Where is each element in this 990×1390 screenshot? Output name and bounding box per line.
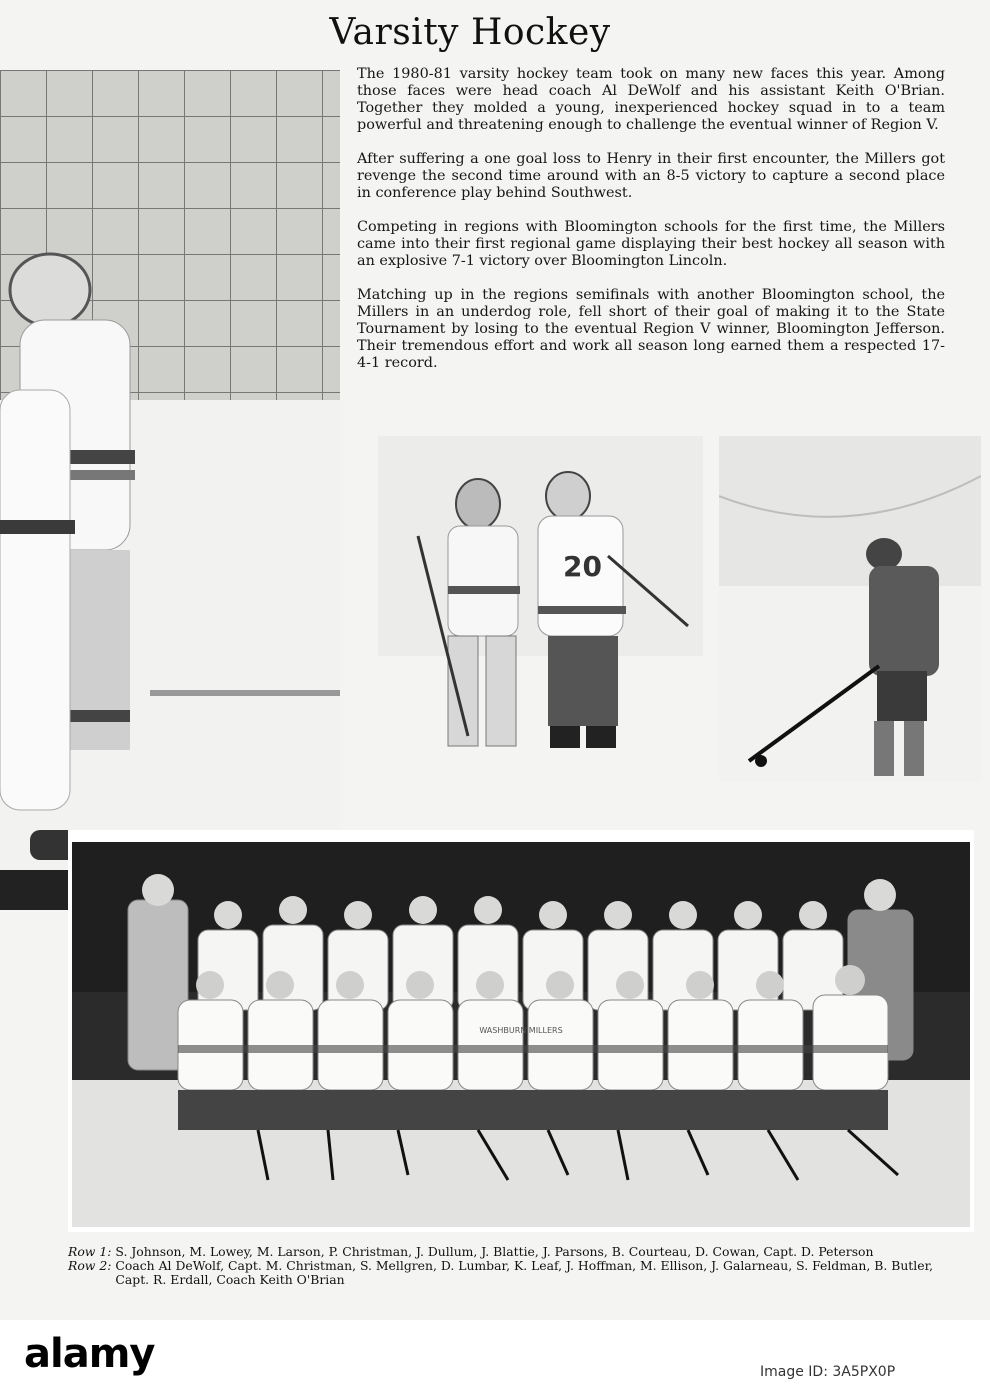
- caption-row-1: [68, 1245, 968, 1259]
- alamy-logo: alamy: [24, 1331, 155, 1377]
- image-id: Image ID: 3A5PX0P: [760, 1364, 896, 1380]
- article-paragraph-3: Competing in regions with Bloomington schools for the first time, the Millers came into their first regional game displaying their best hockey all season with an explosive 7-1 victory over Bloomington Lincoln.: [357, 219, 945, 269]
- caption-row-2: [68, 1259, 968, 1287]
- team-photo-jersey-lettering: WASHBURN MILLERS: [479, 1026, 563, 1035]
- article-paragraph-1: The 1980-81 varsity hockey team took on many new faces this year. Among those faces were head coach Al DeWolf and his assistant Keith O'Brian. Together they molded a young, inexperienced hockey squad in to a team powerful and threatening enough to challenge the eventual winner of Region V.: [357, 66, 945, 133]
- goalie-photo: [378, 436, 703, 782]
- team-photo: [68, 830, 974, 1232]
- caption-row-2-names: Coach Al DeWolf, Capt. M. Christman, S. Mellgren, D. Lumbar, K. Leaf, J. Hoffman, M. Ellison, J. Galarneau, S. Feldman, B. Butler, Capt. R. Erdall, Coach Keith O'Brian: [115, 1258, 934, 1287]
- goalie-photo-jersey-number: 20: [563, 550, 602, 583]
- article-paragraph-2: After suffering a one goal loss to Henry in their first encounter, the Millers got revenge the second time around with an 8-5 victory to capture a second place in conference play behind Southwest.: [357, 151, 945, 201]
- article-paragraph-4: Matching up in the regions semifinals with another Bloomington school, the Millers in an underdog role, fell short of their goal of making it to the State Tournament by losing to the eventual Region V winner, Bloomington Jefferson. Their tremendous effort and work all season long earned them a respected 17-4-1 record.: [357, 287, 945, 371]
- page-title: Varsity Hockey: [329, 12, 611, 53]
- team-photo-caption: [68, 1245, 968, 1287]
- article-body: [357, 66, 945, 389]
- caption-row-1-label: Row 1:: [68, 1244, 112, 1259]
- caption-row-2-label: Row 2:: [68, 1258, 112, 1273]
- caption-row-1-names: S. Johnson, M. Lowey, M. Larson, P. Christman, J. Dullum, J. Blattie, J. Parsons, B. Courteau, D. Cowan, Capt. D. Peterson: [115, 1244, 874, 1259]
- skater-photo: [719, 436, 981, 782]
- left-action-photo: [0, 70, 340, 910]
